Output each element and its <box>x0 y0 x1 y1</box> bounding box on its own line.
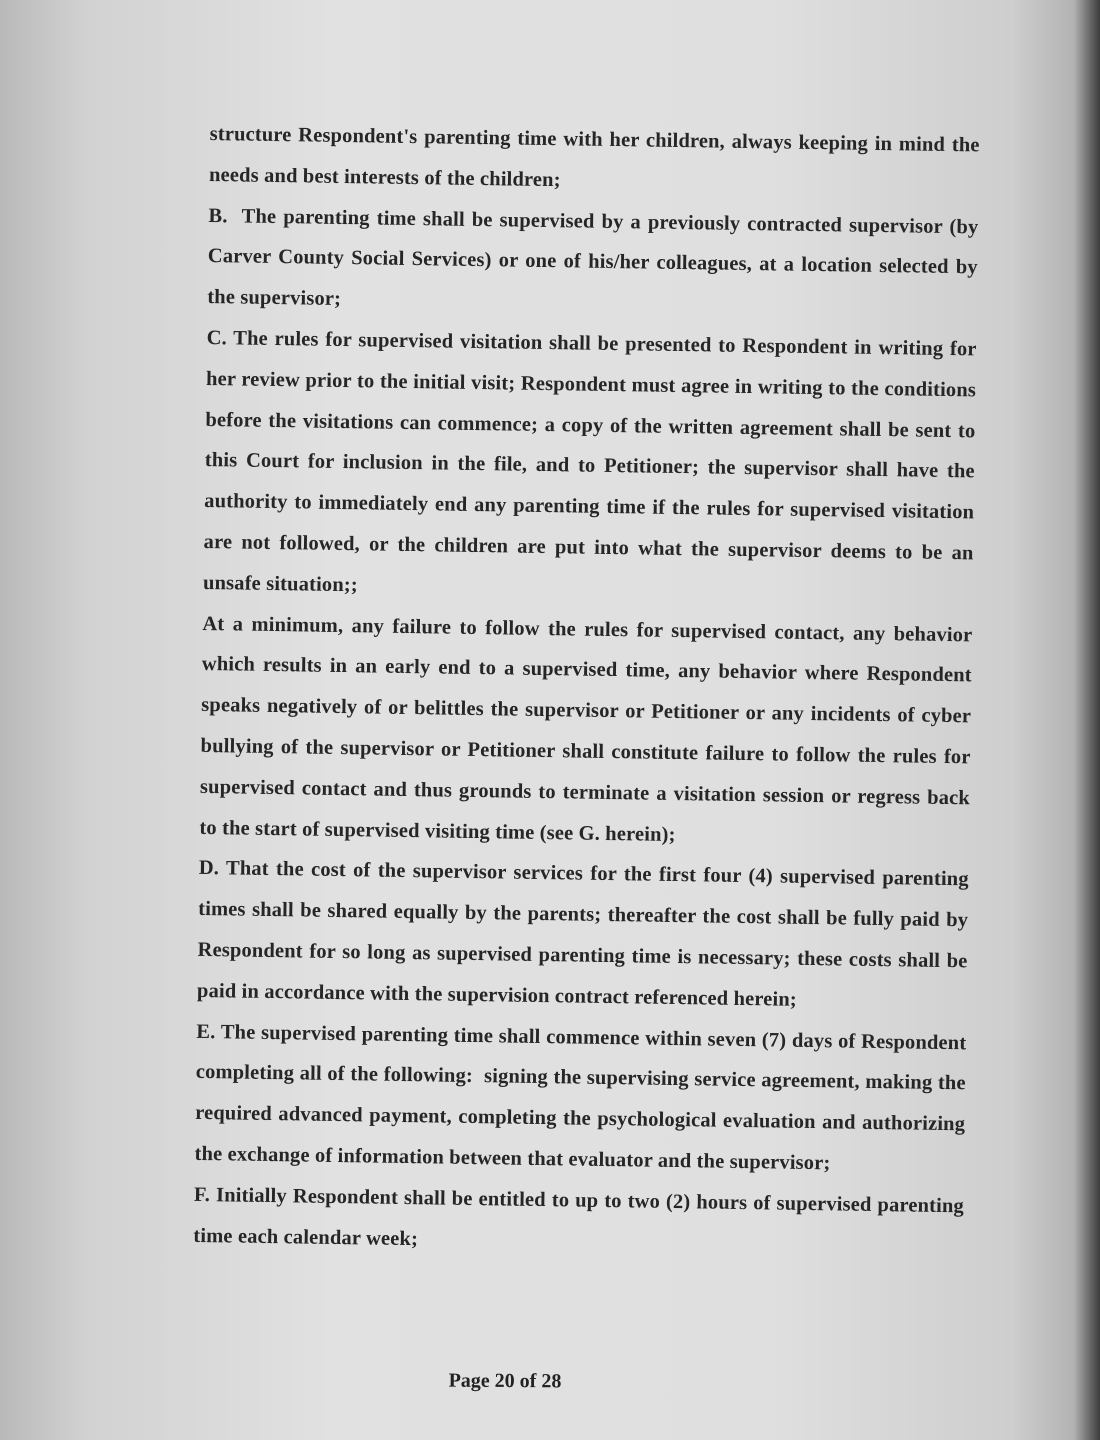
paragraph-c: C. The rules for supervised visitation shall be presented to Respondent in writing for her review prior to the initial visit; Respondent must agree in writing to the conditions before the visitations can commence; a copy of the written agreement shall be sent to this Court for inclusion in the file, and to Petitioner; the supervisor shall have the authority to immediately end any parenting time if the rules for supervised visitation are not followed, or the children are put into what the supervisor deems to be an unsafe situation;; <box>202 326 977 597</box>
paragraph-f: F. Initially Respondent shall be entitled to up to two (2) hours of supervised parenting time each calendar week; <box>193 1183 965 1250</box>
document-body <box>193 114 980 1268</box>
paragraph-d: D. That the cost of the supervisor services for the first four (4) supervised parenting times shall be shared equally by the parents; thereafter the cost shall be fully paid by Respondent for so long as supervised parenting time is necessary; these costs shall be paid in accordance with the supervision contract referenced herein; <box>196 857 969 1011</box>
page-edge-shadow <box>1074 0 1100 1440</box>
paragraph-continuation: structure Respondent's parenting time with her children, always keeping in mind the needs and best interests of the children; <box>208 122 980 192</box>
page-number: Page 20 of 28 <box>448 1369 562 1393</box>
paragraph-minimum: At a minimum, any failure to follow the rules for supervised contact, any behavior which results in an early end to a supervised time, any behavior where Respondent speaks negatively of or belittles the supervisor or Petitioner or any incidents of cyber bullying of the supervisor or Petitioner shall constitute failure to follow the rules for supervised contact and thus grounds to terminate a visitation session or regress back to the start of supervised visiting time (see G. herein); <box>199 612 973 846</box>
paragraph-e: E. The supervised parenting time shall commence within seven (7) days of Respondent completing all of the following: signing the supervising service agreement, making the required advanced payment, completing the psychological evaluation and authorizing the exchange of information between that evaluator and the supervisor; <box>194 1020 967 1175</box>
paragraph-b: B. The parenting time shall be supervised by a previously contracted supervisor (by Carver County Social Services) or one of his/her colleagues, at a location selected by the supervisor; <box>207 204 979 311</box>
